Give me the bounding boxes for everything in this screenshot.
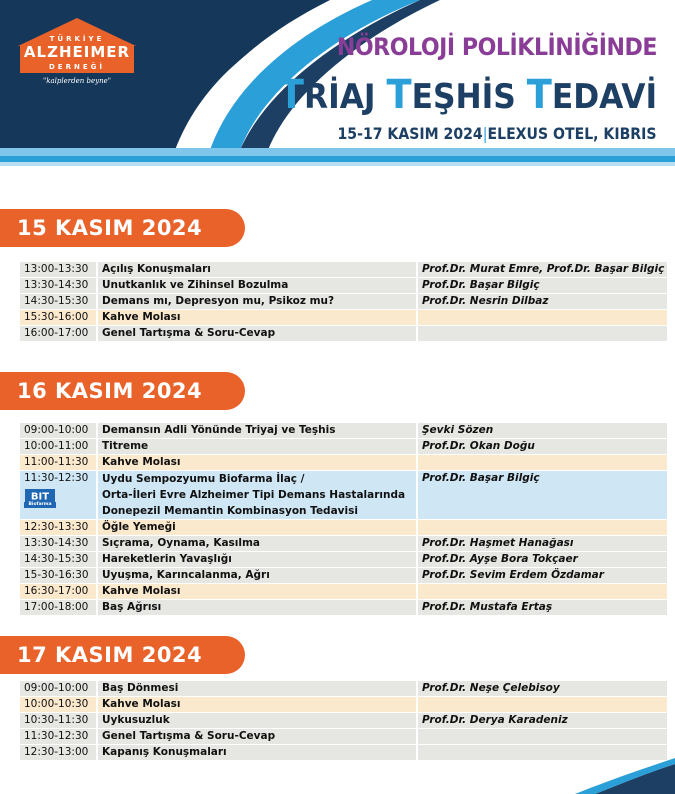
session-topic: Kapanış Konuşmaları <box>98 745 416 760</box>
schedule-row <box>20 584 667 599</box>
session-speaker: Şevki Sözen <box>418 423 667 438</box>
session-time-text: 17:00-18:00 <box>24 601 89 613</box>
session-topic: Titreme <box>98 439 416 454</box>
session-time-text: 10:00-11:00 <box>24 440 89 452</box>
session-topic: Genel Tartışma & Soru-Cevap <box>98 326 416 341</box>
session-topic: Demansın Adli Yönünde Triyaj ve Teşhis <box>98 423 416 438</box>
session-time-text: 12:30-13:30 <box>24 521 89 533</box>
session-speaker <box>418 520 667 535</box>
event-date-venue <box>338 124 657 143</box>
schedule-row <box>20 713 667 728</box>
sponsor-logo-text: Biofarma <box>28 502 52 507</box>
schedule-row <box>20 326 667 341</box>
schedule-row <box>20 520 667 535</box>
schedule-row <box>20 471 667 519</box>
schedule-row <box>20 729 667 744</box>
session-speaker: Prof.Dr. Başar Bilgiç <box>418 471 667 519</box>
schedule-row <box>20 278 667 293</box>
schedule-row <box>20 262 667 277</box>
session-speaker: Prof.Dr. Ayşe Bora Tokçaer <box>418 552 667 567</box>
session-time <box>20 729 96 744</box>
schedule-row <box>20 536 667 551</box>
session-speaker: Prof.Dr. Haşmet Hanağası <box>418 536 667 551</box>
session-time-text: 11:30-12:30 <box>24 730 89 742</box>
session-topic: Baş Ağrısı <box>98 600 416 615</box>
schedule-row <box>20 455 667 470</box>
session-time <box>20 568 96 583</box>
session-speaker: Prof.Dr. Okan Doğu <box>418 439 667 454</box>
session-speaker <box>418 697 667 712</box>
session-topic: Kahve Molası <box>98 697 416 712</box>
title-word-initial: T <box>526 72 552 118</box>
session-speaker: Prof.Dr. Mustafa Ertaş <box>418 600 667 615</box>
schedule-table-day-2 <box>20 423 667 616</box>
session-speaker: Prof.Dr. Derya Karadeniz <box>418 713 667 728</box>
session-time-text: 14:30-15:30 <box>24 295 89 307</box>
schedule-row <box>20 600 667 615</box>
association-logo <box>14 16 140 92</box>
session-speaker: Prof.Dr. Başar Bilgiç <box>418 278 667 293</box>
session-topic-line: Orta-İleri Evre Alzheimer Tipi Demans Hastalarında <box>102 489 406 501</box>
day-heading-1: 15 KASIM 2024 <box>0 209 245 247</box>
logo-line-2: ALZHEIMER <box>23 43 131 61</box>
session-topic: Kahve Molası <box>98 310 416 325</box>
session-speaker <box>418 326 667 341</box>
session-topic: Kahve Molası <box>98 584 416 599</box>
event-date: 15-17 KASIM 2024 <box>337 124 484 143</box>
session-time-text: 09:00-10:00 <box>24 682 89 694</box>
title-word-initial: T <box>386 72 412 118</box>
day-heading-3: 17 KASIM 2024 <box>0 636 245 674</box>
session-time <box>20 536 96 551</box>
schedule-row <box>20 310 667 325</box>
session-time <box>20 294 96 309</box>
header-banner <box>0 0 675 175</box>
session-time <box>20 697 96 712</box>
session-time-text: 13:00-13:30 <box>24 263 89 275</box>
session-time <box>20 310 96 325</box>
session-speaker <box>418 729 667 744</box>
session-topic-line: Donepezil Memantin Kombinasyon Tedavisi <box>102 505 358 517</box>
title-word-rest: RİAJ <box>303 77 387 117</box>
session-time-text: 12:30-13:00 <box>24 746 89 758</box>
session-time <box>20 262 96 277</box>
schedule-row <box>20 568 667 583</box>
session-time <box>20 439 96 454</box>
session-time-text: 11:00-11:30 <box>24 456 89 468</box>
day-heading-2: 16 KASIM 2024 <box>0 372 245 410</box>
session-speaker: Prof.Dr. Neşe Çelebisoy <box>418 681 667 696</box>
event-title-line-1: NÖROLOJİ POLİKLİNİĞİNDE <box>336 33 657 61</box>
session-time <box>20 455 96 470</box>
session-time <box>20 278 96 293</box>
session-time <box>20 713 96 728</box>
session-topic: Demans mı, Depresyon mu, Psikoz mu? <box>98 294 416 309</box>
session-time <box>20 600 96 615</box>
corner-decoration <box>555 754 675 794</box>
session-time-text: 14:30-15:30 <box>24 553 89 565</box>
title-word-rest: EŞHİS <box>411 77 527 117</box>
session-time-text: 10:00-10:30 <box>24 698 89 710</box>
session-time-text: 09:00-10:00 <box>24 424 89 436</box>
session-time <box>20 520 96 535</box>
session-time <box>20 681 96 696</box>
session-speaker: Prof.Dr. Murat Emre, Prof.Dr. Başar Bilgiç <box>418 262 667 277</box>
event-title-line-2 <box>279 72 657 118</box>
session-time-text: 16:30-17:00 <box>24 585 89 597</box>
schedule-table-day-3 <box>20 681 667 761</box>
session-time <box>20 745 96 760</box>
session-topic: Kahve Molası <box>98 455 416 470</box>
schedule-row <box>20 423 667 438</box>
session-time <box>20 584 96 599</box>
title-word-rest: EDAVİ <box>551 77 657 117</box>
session-topic: Uykusuzluk <box>98 713 416 728</box>
session-time-text: 15-30-16:30 <box>24 569 89 581</box>
schedule-row <box>20 552 667 567</box>
schedule-row <box>20 697 667 712</box>
title-word-initial: T <box>278 72 304 118</box>
session-topic-line: Uydu Sempozyumu Biofarma İlaç / <box>102 473 305 485</box>
session-time-text: 10:30-11:30 <box>24 714 89 726</box>
session-topic: Sıçrama, Oynama, Kasılma <box>98 536 416 551</box>
svg-text:BIT: BIT <box>30 491 50 503</box>
date-venue-separator: | <box>483 124 488 143</box>
event-venue: ELEXUS OTEL, KIBRIS <box>487 124 657 143</box>
session-speaker: Prof.Dr. Sevim Erdem Özdamar <box>418 568 667 583</box>
schedule-row <box>20 294 667 309</box>
session-time <box>20 471 96 519</box>
sponsor-logo <box>24 489 56 509</box>
session-time <box>20 423 96 438</box>
session-time <box>20 326 96 341</box>
session-time <box>20 552 96 567</box>
session-time-text: 13:30-14:30 <box>24 537 89 549</box>
logo-line-1: TÜRKİYE <box>49 35 105 43</box>
logo-line-3: DERNEĞİ <box>49 63 105 71</box>
session-speaker <box>418 310 667 325</box>
session-topic: Açılış Konuşmaları <box>98 262 416 277</box>
session-speaker <box>418 455 667 470</box>
session-speaker: Prof.Dr. Nesrin Dilbaz <box>418 294 667 309</box>
session-time-text: 16:00-17:00 <box>24 327 89 339</box>
session-topic: Unutkanlık ve Zihinsel Bozulma <box>98 278 416 293</box>
logo-tagline: "kalplerden beyne" <box>43 77 111 85</box>
schedule-table-day-1 <box>20 262 667 342</box>
session-time-text: 13:30-14:30 <box>24 279 89 291</box>
session-topic: Hareketlerin Yavaşlığı <box>98 552 416 567</box>
session-time-text: 15:30-16:00 <box>24 311 89 323</box>
session-topic <box>98 471 416 519</box>
session-topic: Uyuşma, Karıncalanma, Ağrı <box>98 568 416 583</box>
session-time-text: 11:30-12:30 <box>24 472 89 484</box>
schedule-row <box>20 681 667 696</box>
schedule-row <box>20 439 667 454</box>
session-topic: Baş Dönmesi <box>98 681 416 696</box>
session-topic: Öğle Yemeği <box>98 520 416 535</box>
session-speaker <box>418 584 667 599</box>
session-topic: Genel Tartışma & Soru-Cevap <box>98 729 416 744</box>
